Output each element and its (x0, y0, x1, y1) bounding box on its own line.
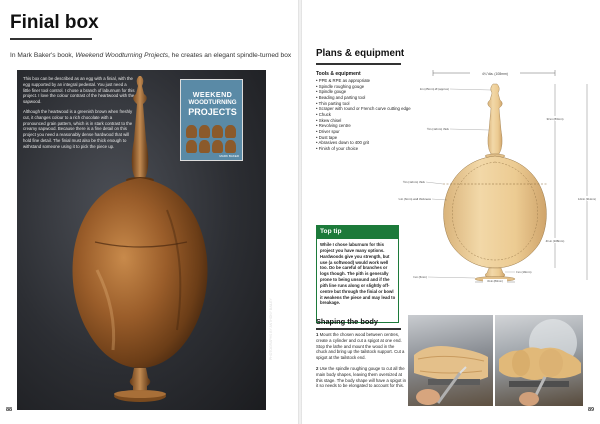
shaping-heading-rule (316, 328, 401, 330)
diagram-finial (488, 84, 503, 154)
label-foot-height: ¼in (6mm) (413, 275, 427, 279)
tool-item: • Abrasives down to 400 grit (316, 140, 426, 146)
step-2-text: Use the spindle roughing gouge to cut all the main body shapes, leaving them oversized at this stage. The body shape will have a spigot in it so needs to be elongated to account for this. (316, 365, 406, 389)
standfirst-book-title: Weekend Woodturning Projects (75, 52, 168, 59)
standfirst-suffix: , he creates an elegant spindle-turned box (168, 52, 292, 59)
finial-box-plan-diagram (398, 66, 596, 283)
plans-heading: Plans & equipment (316, 48, 405, 59)
label-finial-tip: ½in (12mm) thick (426, 127, 449, 131)
step-2-number: 2 (316, 365, 319, 371)
tool-item: • Dust tape (316, 135, 426, 141)
dim-finial-height: 3¼in (83mm) (546, 117, 564, 121)
intro-paragraph-2: Although the heartwood is a greenish brown when freshly cut, it changes colour to a rich chocolate with a pronounced grain pattern, which is in stark contrast to the creamy sapwood. Because there is a fine detail on this project you need a reasonably dense hardwood that will hold fine detail. The finial must also be thick enough to withstand someone using it to pick the piece up. (23, 108, 133, 149)
step-1 (316, 332, 406, 361)
step-2-photo (495, 315, 583, 406)
step-1-text: Mount the chosen wood between centres, create a cylinder and cut a spigot at one end. Stop the lathe and mount the wood in the chuck and bring up the tailstock support. Cut a spigot at the tailstock end. (316, 332, 405, 361)
book-cover-line-3: PROJECTS (188, 107, 237, 117)
dim-overall-height: 12¼in (311mm) (578, 198, 596, 201)
top-tip-box (316, 225, 399, 323)
plans-heading-rule (316, 63, 401, 65)
tool-item: • Driver spur (316, 129, 426, 135)
tool-item: • Spindle gouge (316, 89, 426, 95)
photo-credit: PHOTOGRAPHS BY ANTHONY BAILEY (269, 298, 273, 360)
standfirst (10, 52, 295, 61)
title-rule (10, 38, 92, 40)
page-title: Finial box (10, 12, 99, 33)
tool-item: • Revolving centre (316, 123, 426, 129)
tool-item: • Finish of your choice (316, 146, 426, 152)
tool-item: • Scraper with round or French curve cutting edge (316, 106, 426, 112)
diagram-body (444, 156, 547, 268)
book-cover-author: MARK BAKER (219, 154, 239, 158)
page-number-right: 89 (588, 407, 595, 413)
tool-item: • Spindle roughing gouge (316, 84, 426, 90)
top-tip-header: Top tip (317, 226, 398, 239)
standfirst-prefix: In Mark Baker's book, (10, 52, 76, 59)
label-wall-thickness: ¼in (6mm) wall thickness (398, 197, 431, 201)
step-1-photo (408, 315, 493, 406)
tool-item: • PPE & RPE as appropriate (316, 78, 426, 84)
tool-item: • Beading and parting tool (316, 95, 426, 101)
label-lid-rim: ½in (12mm) thick (402, 180, 425, 184)
dim-top-width: 4¼"dia. (108mm) (482, 72, 508, 76)
tool-item: • Chuck (316, 112, 426, 118)
tools-heading: Tools & equipment (316, 71, 361, 77)
step-2 (316, 366, 406, 389)
shaping-steps (316, 332, 406, 394)
dim-stem-height: ¾in (19mm) (516, 270, 532, 274)
book-cover-line-1: WEEKEND (192, 90, 233, 99)
dim-foot-width: 3¼in (83mm) (487, 280, 503, 283)
dim-base-height: 4¼in (108mm) (545, 239, 565, 243)
intro-paragraph-1: This box can be described as an egg with a finial, with the egg supported by an integral pedestal. You just need a little finer tool control. I chose a branch of laburnum for this project. I love the colour contrast of the heartwood with the sapwood. (23, 76, 135, 105)
finial-box-photo (17, 70, 273, 410)
book-cover-line-2: WOODTURNING (188, 99, 237, 106)
tool-item: • Thin parting tool (316, 101, 426, 107)
shaping-heading: Shaping the body (316, 317, 378, 326)
label-finial-top: 1in (25mm) Ø (approx) (419, 87, 449, 91)
top-tip-body: While I chose laburnum for this project you have many options. Hardwoods give you strength, but use (a softwood) would work well too. Do be careful of branches or logs though. The pith is generally prone to being unsound and if the pith line runs along or slightly off-centre but through the finial or bowl it weakens the piece and may lead to breakage. (320, 242, 396, 306)
page-gutter (298, 0, 302, 424)
page-number-left: 88 (6, 407, 13, 413)
finial-box-illustration (17, 70, 266, 410)
tool-item: • Skew chisel (316, 118, 426, 124)
step-1-number: 1 (316, 332, 319, 337)
